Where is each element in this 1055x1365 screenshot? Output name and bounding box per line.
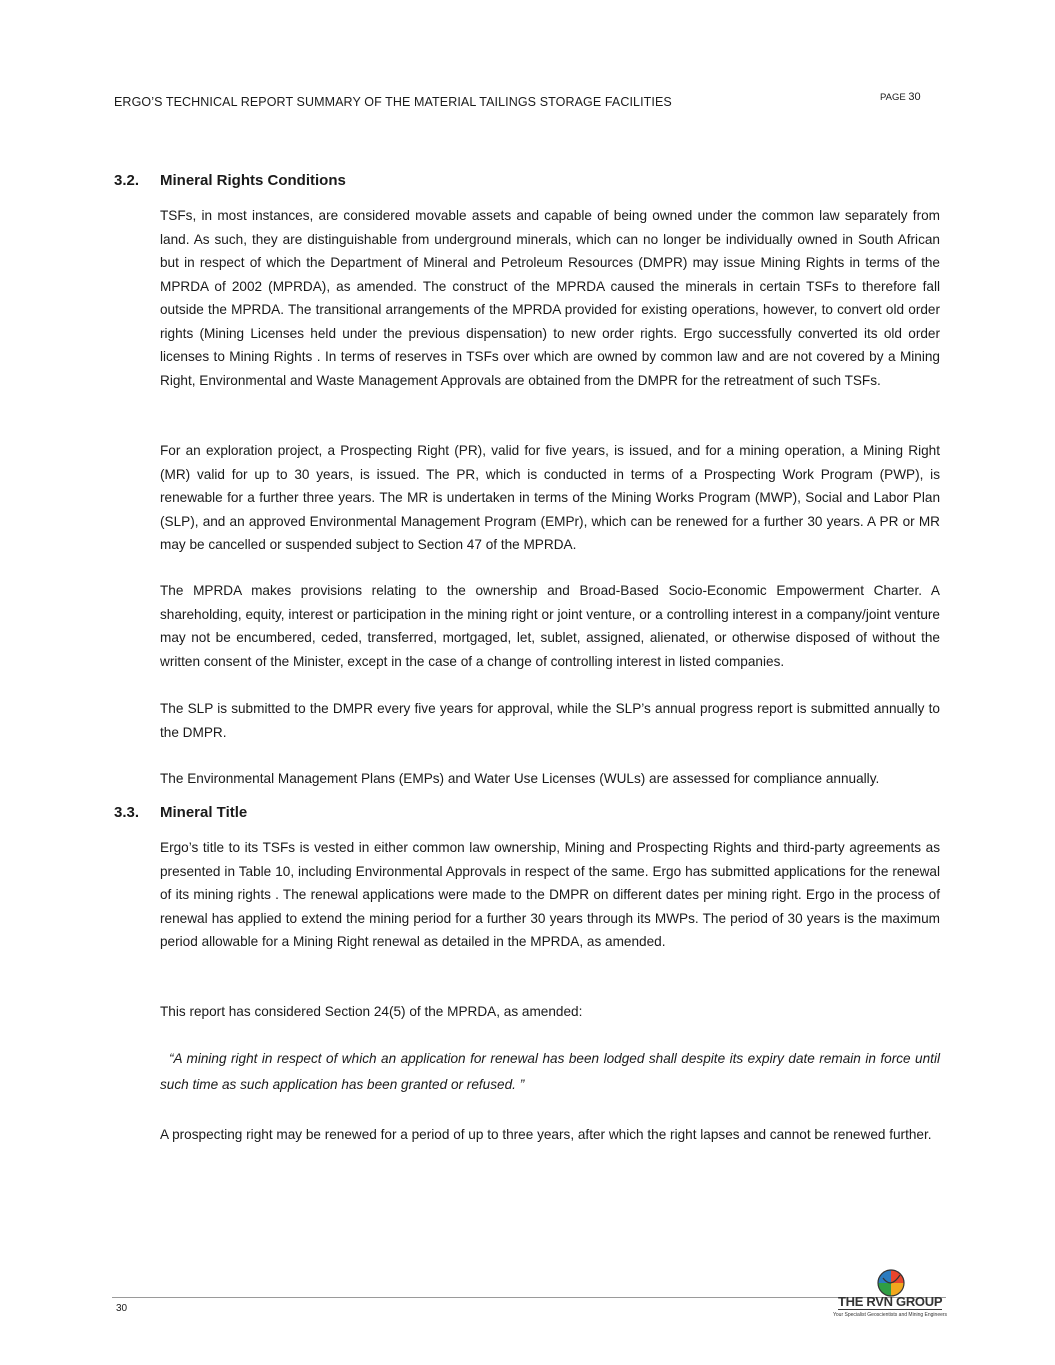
paragraph: A prospecting right may be renewed for a period of up to three years, after which the right lapses and cannot be renewed further. bbox=[160, 1127, 932, 1142]
running-header: ERGO’S TECHNICAL REPORT SUMMARY OF THE MATERIAL TAILINGS STORAGE FACILITIES bbox=[114, 95, 672, 109]
paragraph: The MPRDA makes provisions relating to the ownership and Broad-Based Socio-Economic Empowerment Charter. A shareholding, equity, interest or participation in the mining right or joint venture, or a controlling interest in a company/joint venture may not be encumbered, ceded, transferred, mortgaged, let, sublet, assigned, alienated, or otherwise disposed of without the written consent of the Minister, except in the case of a change of controlling interest in listed companies. bbox=[160, 583, 940, 669]
paragraph: Ergo’s title to its TSFs is vested in either common law ownership, Mining and Prospecting Rights and third-party agreements as presented in Table 10, including Environmental Approvals in respect of the same. Ergo has submitted applications for the renewal of its mining rights . The renewal applications were made to the DMPR on different dates per mining right. Ergo in the process of renewal has applied to extend the mining period for a further 30 years through its MWPs. The period of 30 years is the maximum period allowable for a Mining Right renewal as detailed in the MPRDA, as amended. bbox=[160, 840, 940, 949]
logo-wordmark: THE RVN GROUP bbox=[838, 1294, 943, 1309]
header-page-number bbox=[880, 91, 921, 103]
section-heading-3-3 bbox=[114, 804, 247, 821]
logo-tagline: Your Specialist Geoscientists and Mining Engineers bbox=[833, 1312, 948, 1318]
paragraph: The Environmental Management Plans (EMPs) and Water Use Licenses (WULs) are assessed for compliance annually. bbox=[160, 771, 880, 786]
page-prefix: PAGE bbox=[880, 92, 906, 103]
paragraph: TSFs, in most instances, are considered movable assets and capable of being owned under the common law separately from land. As such, they are distinguishable from underground minerals, which can no longer be individually owned in South African but in respect of which the Department of Mineral and Petroleum Resources (DMPR) may issue Mining Rights in terms of the MPRDA of 2002 (MPRDA), as amended. The construct of the MPRDA caused the minerals in certain TSFs to therefore fall outside the MPRDA. The transitional arrangements of the MPRDA provided for existing operations, however, to convert old order rights (Mining Licenses held under the previous dispensation) to new order rights. Ergo successfully converted its old order licenses to Mining Rights . In terms of reserves in TSFs over which are owned by common law and are not covered by a Mining Right, Environmental and Waste Management Approvals are obtained from the DMPR for the retreatment of such TSFs. bbox=[160, 208, 940, 388]
paragraph: The SLP is submitted to the DMPR every five years for approval, while the SLP’s annual progress report is submitted annually to the DMPR. bbox=[160, 701, 940, 740]
footer-divider bbox=[112, 1297, 946, 1298]
paragraph: This report has considered Section 24(5) of the MPRDA, as amended: bbox=[160, 1004, 583, 1019]
section-title: Mineral Rights Conditions bbox=[160, 172, 346, 189]
section-title: Mineral Title bbox=[160, 804, 248, 821]
paragraph: For an exploration project, a Prospecting Right (PR), valid for five years, is issued, and for a mining operation, a Mining Right (MR) valid for up to 30 years, is issued. The PR, which is conducted in terms of a Prospecting Work Program (PWP), is renewable for a further three years. The MR is undertaken in terms of the Mining Works Program (MWP), Social and Labor Plan (SLP), and an approved Environmental Management Program (EMPr), which can be renewed for a further 30 years. A PR or MR may be cancelled or suspended subject to Section 47 of the MPRDA. bbox=[160, 443, 940, 552]
block-quote: “A mining right in respect of which an application for renewal has been lodged shall despite its expiry date remain in force until such time as such application has been granted or refused. ” bbox=[160, 1051, 944, 1092]
section-heading-3-2 bbox=[114, 172, 346, 189]
page-number-value: 30 bbox=[908, 91, 921, 103]
footer-page-number: 30 bbox=[116, 1303, 128, 1314]
section-number: 3.2. bbox=[114, 172, 140, 189]
company-logo bbox=[832, 1268, 952, 1324]
section-number: 3.3. bbox=[114, 804, 140, 821]
